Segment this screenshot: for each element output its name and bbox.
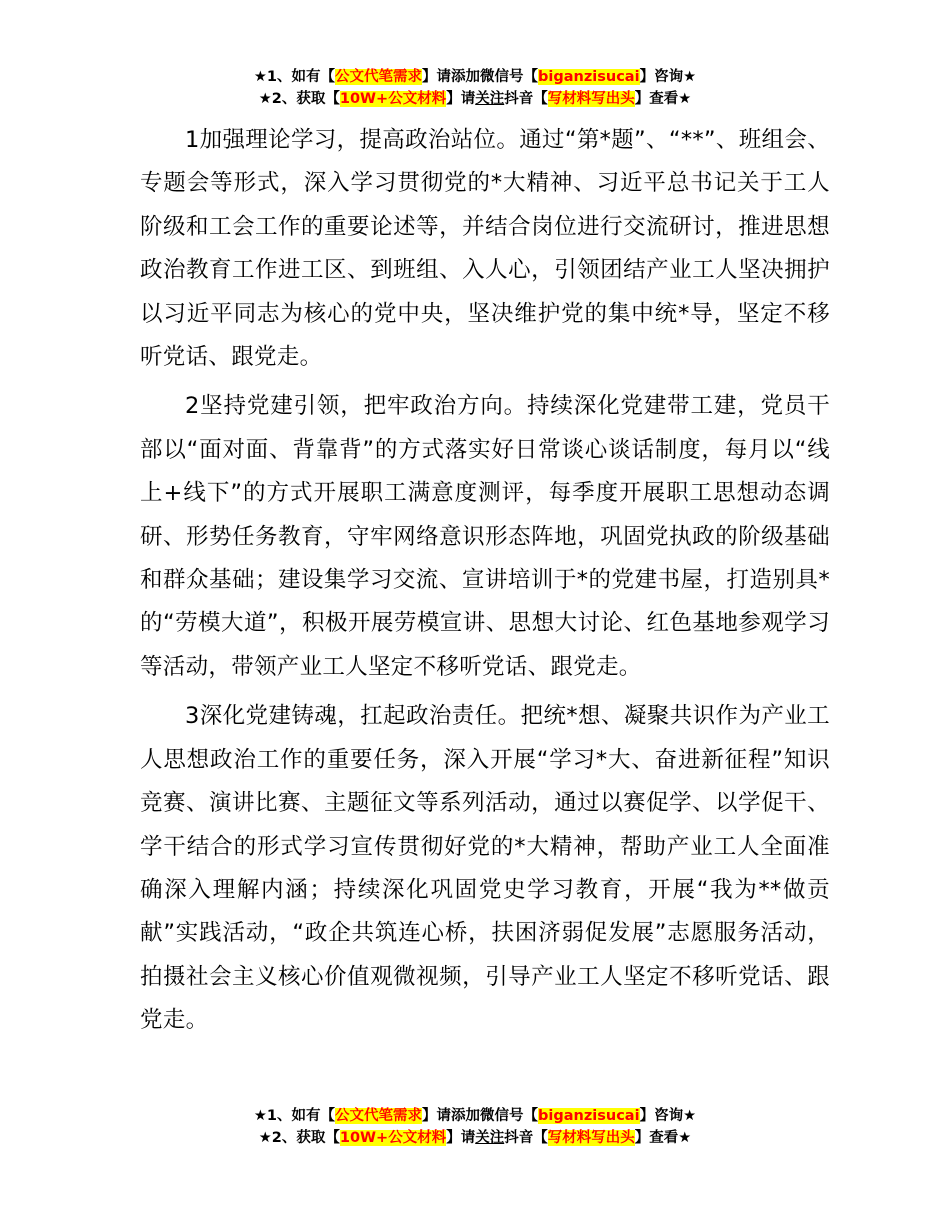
banner-line-2 [0,88,950,110]
banner-line-2 [0,1127,950,1149]
header-banner [0,66,950,110]
highlight-wechat-id: biganzisucai [538,1108,640,1124]
banner-text: ★2、获取【 [258,1130,340,1146]
underlined-follow: 关注 [475,91,505,107]
banner-text: 抖音【 [504,91,548,107]
banner-line-1 [0,66,950,88]
banner-text: 】咨询★ [639,1108,697,1124]
paragraph-2: 2坚持党建引领，把牢政治方向。持续深化党建带工建，党员干部以“面对面、背靠背”的方式落实好日常谈心谈话制度，每月以“线上+线下”的方式开展职工满意度测评，每季度开展职工思想动态调研、形势任务教育，守牢网络意识形态阵地，巩固党执政的阶级基础和群众基础；建设集学习交流、宣讲培训于*的党建书屋，打造别具*的“劳模大道”，积极开展劳模宣讲、思想大讨论、红色基地参观学习等活动，带领产业工人坚定不移听党话、跟党走。 [140,393,830,680]
highlight-service: 公文代笔需求 [335,1108,423,1124]
highlight-materials: 10W+公文材料 [339,1130,447,1146]
footer-banner [0,1105,950,1149]
banner-text: 】请 [446,91,476,107]
underlined-follow: 关注 [475,1130,505,1146]
highlight-materials: 10W+公文材料 [339,91,447,107]
banner-text: 】请添加微信号【 [422,69,539,85]
banner-text: ★2、获取【 [258,91,340,107]
banner-text: 抖音【 [504,1130,548,1146]
banner-text: ★1、如有【 [253,1108,336,1124]
banner-text: 】请添加微信号【 [422,1108,539,1124]
highlight-wechat-id: biganzisucai [538,69,640,85]
highlight-service: 公文代笔需求 [335,69,423,85]
banner-text: 】请 [446,1130,476,1146]
highlight-douyin-account: 写材料写出头 [547,91,635,107]
banner-line-1 [0,1105,950,1127]
document-body [140,119,830,1049]
paragraph-1: 1加强理论学习，提高政治站位。通过“第*题”、“**”、班组会、专题会等形式，深入学习贯彻党的*大精神、习近平总书记关于工人阶级和工会工作的重要论述等，并结合岗位进行交流研讨，推进思想政治教育工作进工区、到班组、入人心，引领团结产业工人坚决拥护以习近平同志为核心的党中央，坚决维护党的集中统*导，坚定不移听党话、跟党走。 [140,127,830,371]
banner-text: 】咨询★ [639,69,697,85]
paragraph-3: 3深化党建铸魂，扛起政治责任。把统*想、凝聚共识作为产业工人思想政治工作的重要任务，深入开展“学习*大、奋进新征程”知识竞赛、演讲比赛、主题征文等系列活动，通过以赛促学、以学促干、学干结合的形式学习宣传贯彻好党的*大精神，帮助产业工人全面准确深入理解内涵；持续深化巩固党史学习教育，开展“我为**做贡献”实践活动，“政企共筑连心桥，扶困济弱促发展”志愿服务活动，拍摄社会主义核心价值观微视频，引导产业工人坚定不移听党话、跟党走。 [140,703,830,1034]
banner-text: ★1、如有【 [253,69,336,85]
highlight-douyin-account: 写材料写出头 [547,1130,635,1146]
banner-text: 】查看★ [634,91,692,107]
banner-text: 】查看★ [634,1130,692,1146]
